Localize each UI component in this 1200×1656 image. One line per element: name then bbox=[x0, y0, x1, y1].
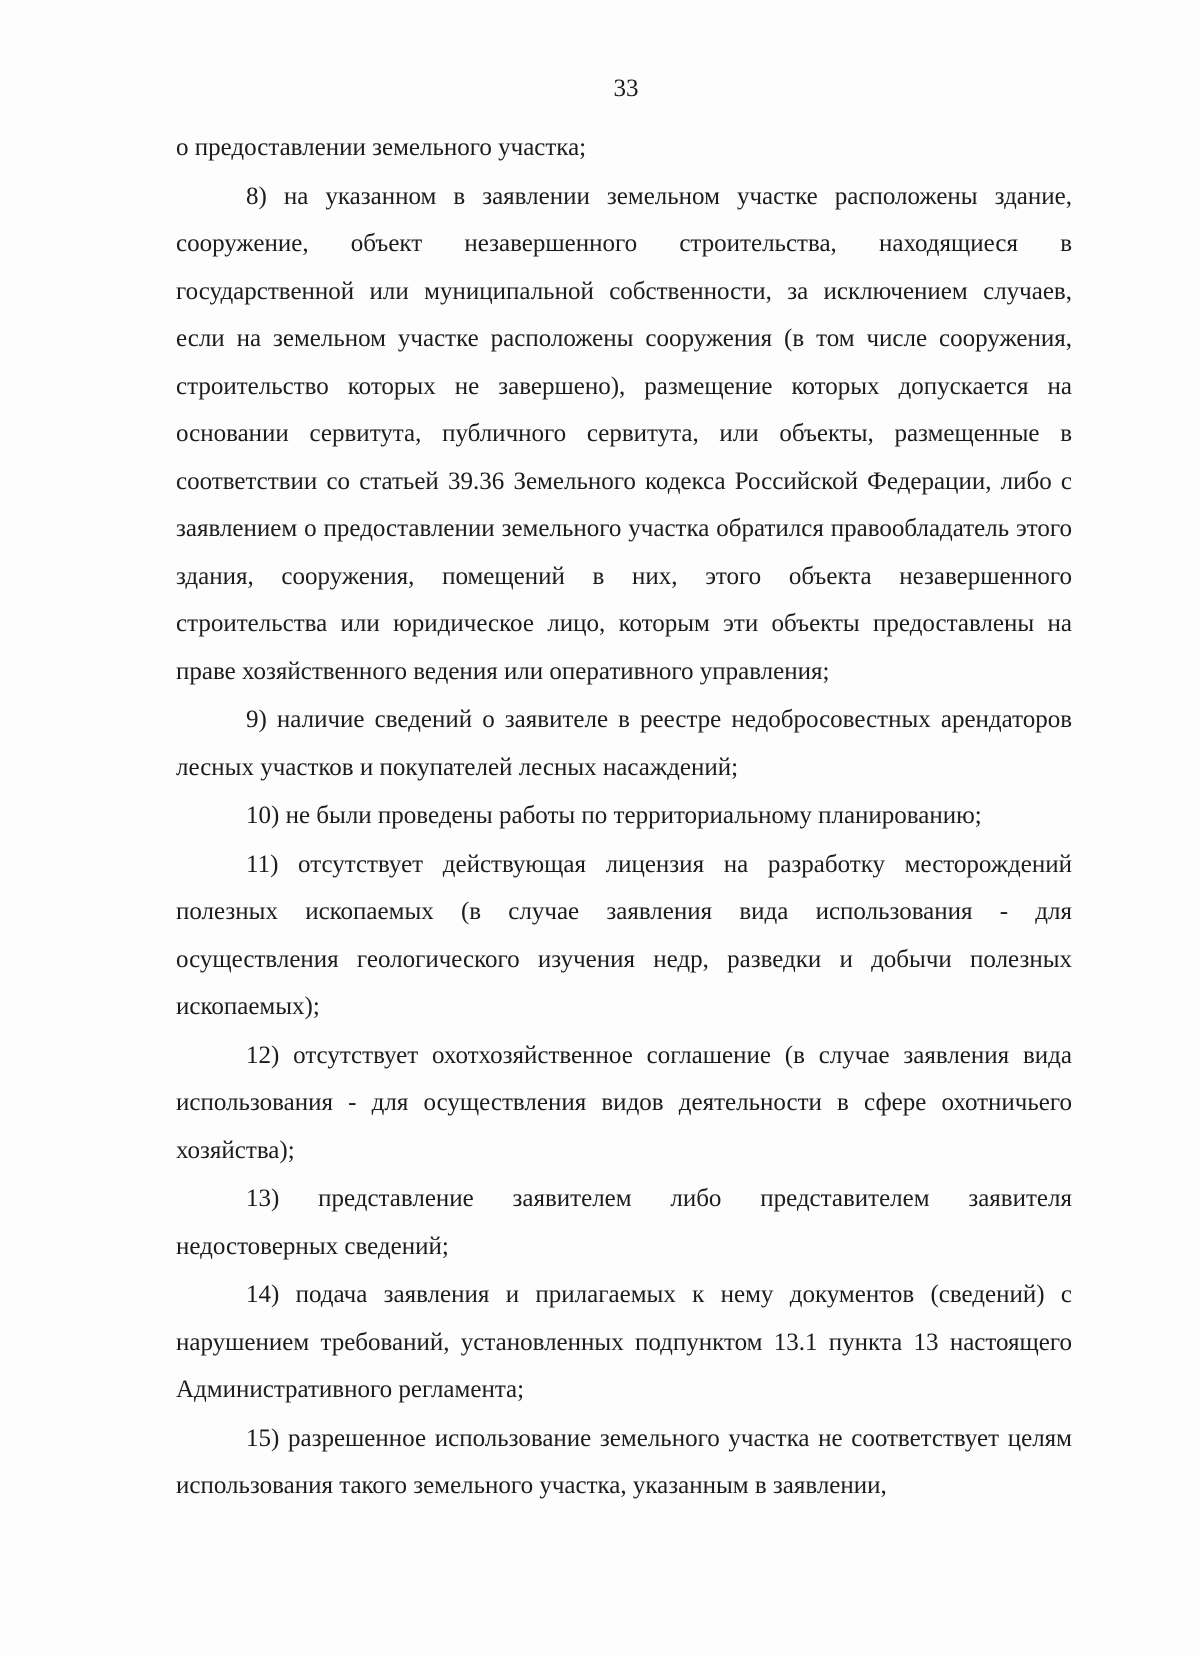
document-body bbox=[176, 124, 1072, 1510]
paragraph-item-11: 11) отсутствует действующая лицензия на разработку месторождений полезных ископаемых (в случае заявления вида использования - для осуществления геологического изучения недр, разведки и добычи полезных ископаемых); bbox=[176, 850, 1072, 1020]
paragraph-item-10: 10) не были проведены работы по территориальному планированию; bbox=[246, 802, 982, 829]
paragraph-item-8: 8) на указанном в заявлении земельном участке расположены здание, сооружение, объект незавершенного строительства, находящиеся в государственной или муниципальной собственности, за исключением случаев, если на земельном участке расположены сооружения (в том числе сооружения, строительство которых не завершено), размещение которых допускается на основании сервитута, публичного сервитута, или объекты, размещенные в соответствии со статьей 39.36 Земельного кодекса Российской Федерации, либо с заявлением о предоставлении земельного участка обратился правообладатель этого здания, сооружения, помещений в них, этого объекта незавершенного строительства или юридическое лицо, которым эти объекты предоставлены на праве хозяйственного ведения или оперативного управления; bbox=[176, 182, 1072, 685]
paragraph-item-14: 14) подача заявления и прилагаемых к нему документов (сведений) с нарушением требований, установленных подпунктом 13.1 пункта 13 настоящего Административного регламента; bbox=[176, 1281, 1072, 1403]
page-number: 33 bbox=[613, 75, 639, 102]
paragraph-item-12: 12) отсутствует охотхозяйственное соглашение (в случае заявления вида использования - для осуществления видов деятельности в сфере охотничьего хозяйства); bbox=[176, 1041, 1072, 1164]
paragraph-item-15: 15) разрешенное использование земельного участка не соответствует целям использования такого земельного участка, указанным в заявлении, bbox=[176, 1424, 1072, 1499]
paragraph-item-13: 13) представление заявителем либо представителем заявителя недостоверных сведений; bbox=[176, 1185, 1072, 1260]
paragraph-item-9: 9) наличие сведений о заявителе в реестре недобросовестных арендаторов лесных участков и покупателей лесных насаждений; bbox=[176, 706, 1072, 781]
paragraph-continuation: о предоставлении земельного участка; bbox=[176, 134, 587, 161]
